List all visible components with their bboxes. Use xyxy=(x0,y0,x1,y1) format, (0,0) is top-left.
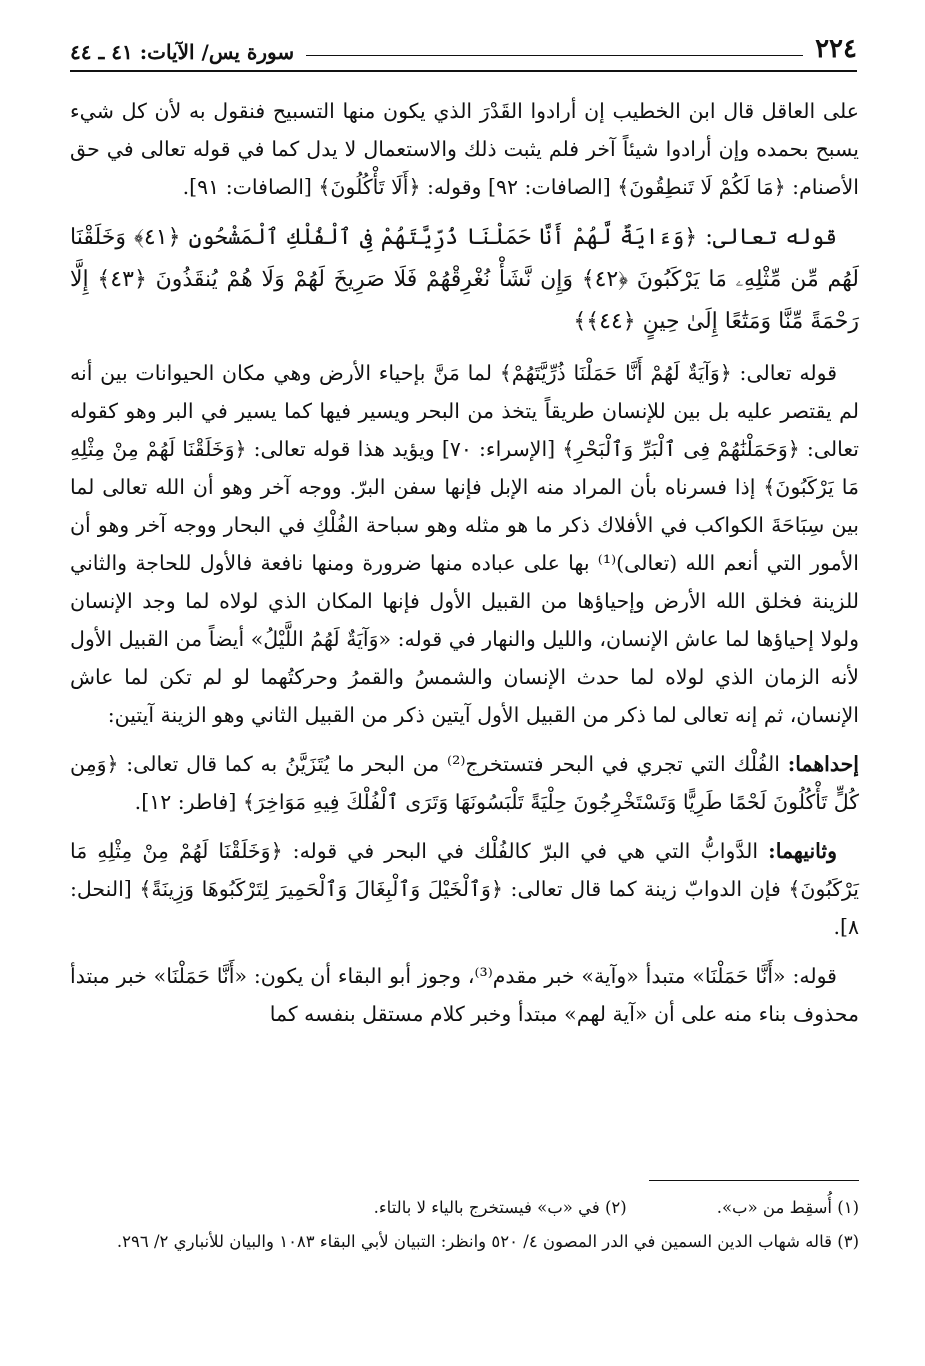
header-rule xyxy=(306,55,803,56)
paragraph: قوله: «أَنَّا حَمَلْنَا» متبدأ «وآية» خبر مقدم⁽³⁾، وجوز أبو البقاء أن يكون: «أَنَّا حَمَلْنَا» خبر مبتدأ محذوف بناء منه على أن «آية لهم» مبتدأ وخبر كلام مستقل بنفسه كما xyxy=(70,964,859,1026)
page-number: ٢٢٤ xyxy=(815,34,857,64)
running-title: سورة يس/ الآيات: ٤١ ـ ٤٤ xyxy=(70,40,295,64)
footnote-rule xyxy=(649,1180,859,1181)
footnote-3: (٣) قاله شهاب الدين السمين في الدر المصون ٤/ ٥٢٠ وانظر: التبيان لأبي البقاء ١٠٨٣ والبيان للأنباري ٢/ ٢٩٦. xyxy=(116,1232,859,1251)
paragraph: قوله تعالى: ﴿وَآيَةٌ لَهُمْ أَنَّا حَمَلْنَا ذُرِّيَّتَهُمْ﴾ لما مَنَّ بإحياء الأرض وهي مكان الحيوانات بين أنه لم يقتصر عليه بل بين للإنسان طريقاً يتخذ من البحر ويسير فيها كما يسير في البر وهو كقوله تعالى: ﴿وَحَمَلْنَٰهُمْ فِى ٱلْبَرِّ وَٱلْبَحْرِ﴾ [الإسراء: ٧٠] ويؤيد هذا قوله تعالى: ﴿وَخَلَقْنَا لَهُمْ مِنْ مِثْلِهِ مَا يَرْكَبُونَ﴾ إذا فسرناه بأن المراد منه الإبل فإنها سفن البرّ. ووجه آخر وهو أن الله تعالى لما بين سِبَاحَةَ الكواكب في الأفلاك ذكر ما هو مثله وهو سباحة الفُلْكِ في البحار ووجه آخر وهو أن الأمور التي أنعم الله (تعالى)⁽¹⁾ بها على عباده منها ضرورة ومنها نافعة فالأول للحاجة والثاني للزينة فخلق الله الأرض وإحياؤها من القبيل الأول فإنها المكان الذي لولاه لما وجد الإنسان ولولا إحياؤها لما عاش الإنسان، والليل والنهار في قوله: «وَآيَةٌ لَهُمُ اللَّيْلُ» أيضاً من القبيل الأول لأنه الزمان الذي لولاه لما حدث الإنسان والشمسُ والقمرُ وحركتُهما لو لم تكن لما عاش الإنسان، ثم إنه تعالى لما ذكر من القبيل الأول آيتين ذكر من القبيل الثاني وهو الزينة آيتين: xyxy=(70,361,860,727)
item-lead: إحداهما: xyxy=(787,752,859,776)
paragraph-first-item xyxy=(70,745,859,821)
paragraph-second-item xyxy=(70,832,859,946)
page-header xyxy=(70,28,857,72)
quran-verses-paragraph: قوله تعالى: ﴿وَءَايَةٌ لَّهُمْ أَنَّا حَمَلْنَا ذُرِّيَّتَهُمْ فِى ٱلْفُلْكِ ٱلْمَشْحُونِ ﴿٤١﴾ وَخَلَقْنَا لَهُم مِّن مِّثْلِهِۦ مَا يَرْكَبُونَ ﴿٤٢﴾ وَإِن نَّشَأْ نُغْرِقْهُمْ فَلَا صَرِيخَ لَهُمْ وَلَا هُمْ يُنقَذُونَ ﴿٤٣﴾ إِلَّا رَحْمَةً مِّنَّا وَمَتَٰعًا إِلَىٰ حِينٍ ﴿٤٤﴾﴾ xyxy=(70,225,859,334)
footnote-row xyxy=(70,1191,859,1225)
footnote-1: (١) أُسقِط من «ب». xyxy=(716,1198,859,1217)
page-body xyxy=(70,92,859,1044)
item-lead: وثانيهما: xyxy=(768,839,837,863)
item-text: الفُلْك التي تجري في البحر فتستخرج⁽²⁾ من البحر ما يُتَزَيَّنُ به كما قال تعالى: ﴿وَمِن كُلٍّ تَأْكُلُونَ لَحْمًا طَرِيًّا وَتَسْتَخْرِجُونَ حِلْيَةً تَلْبَسُونَهَا وَتَرَى ٱلْفُلْكَ فِيهِ مَوَاخِرَ﴾ [فاطر: ١٢]. xyxy=(70,752,859,814)
footnote-2: (٢) في «ب» فيستخرج بالياء لا بالتاء. xyxy=(373,1198,627,1217)
footnotes xyxy=(70,1180,859,1259)
paragraph: على العاقل قال ابن الخطيب إن أرادوا القَدْرَ الذي يكون منها التسبيح فنقول به لأن كل شيء يسبح بحمده وإن أرادوا شيئاً آخر فلم يثبت ذلك والاستعمال لا يدل كما في قوله تعالى في حق الأصنام: ﴿مَا لَكُمْ لَا تَنطِقُونَ﴾ [الصافات: ٩٢] وقوله: ﴿أَلَا تَأْكُلُونَ﴾ [الصافات: ٩١]. xyxy=(70,99,859,199)
item-text: الدَّوابُّ التي هي في البرّ كالفُلْك في البحر في قوله: ﴿وَخَلَقْنَا لَهُمْ مِنْ مِثْلِهِ مَا يَرْكَبُونَ﴾ فإن الدوابّ زينة كما قال تعالى: ﴿وَٱلْخَيْلَ وَٱلْبِغَالَ وَٱلْحَمِيرَ لِتَرْكَبُوهَا وَزِينَةً﴾ [النحل: ٨]. xyxy=(70,839,859,939)
